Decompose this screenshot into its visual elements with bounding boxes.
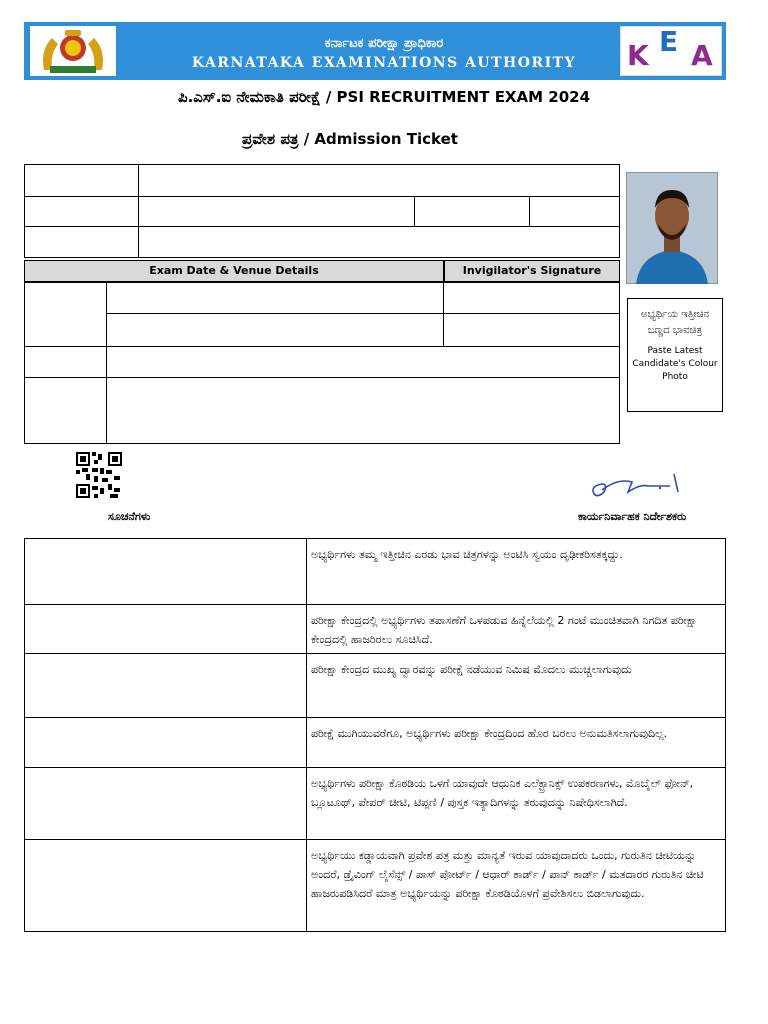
instruction-text: ಅಭ್ಯರ್ಥಿಗಳು ತಮ್ಮ ಇತ್ತೀಚಿನ ಎರಡು ಭಾವ ಚಿತ್ರಗಳನ್ನು ಅಂಟಿಸಿ ಸ್ವಯಂ ದೃಢೀಕರಿಸತಕ್ಕದ್ದು. — [311, 548, 623, 561]
org-name-english: KARNATAKA EXAMINATIONS AUTHORITY — [191, 55, 577, 71]
instruction-row — [25, 539, 725, 604]
instruction-text: ಅಭ್ಯರ್ಥಿಗಳು ಪರೀಕ್ಷಾ ಕೊಠಡಿಯ ಒಳಗೆ ಯಾವುದೇ ಆಧುನಿಕ ಎಲೆಕ್ಟ್ರಾನಿಕ್ಸ್ ಉಪಕರಣಗಳು, ಮೊಬೈಲ್ ಫೋನ್, ಬ್ಲೂಟೂಥ್, ಪೇಪರ್ ಚೀಟಿ, ಟಿಪ್ಪಣಿ / ಪುಸ್ತಕ ಇತ್ಯಾದಿಗಳನ್ನು ತರುವುದನ್ನು ನಿಷೇಧಿಸಲಾಗಿದೆ. — [311, 777, 694, 809]
kea-logo-letter-e: E — [659, 25, 679, 58]
divider — [24, 196, 620, 197]
divider — [24, 377, 620, 378]
photo-label-english: Paste Latest Candidate's Colour Photo — [632, 346, 718, 382]
exam-title: ಪಿ.ಎಸ್.ಐ ನೇಮಕಾತಿ ಪರೀಕ್ಷೆ / PSI RECRUITMENT EXAM 2024 — [177, 88, 591, 106]
director-signature — [588, 468, 688, 504]
executive-director-label: ಕಾರ್ಯನಿರ್ವಾಹಕ ನಿರ್ದೇಶಕರು — [578, 510, 687, 523]
divider — [529, 196, 530, 226]
instruction-blank-cell — [25, 840, 307, 931]
instructions-table — [24, 538, 726, 932]
candidate-photo — [626, 172, 718, 284]
qr-code-icon — [76, 452, 122, 498]
instruction-row — [25, 717, 725, 767]
karnataka-emblem-icon — [30, 26, 116, 76]
kea-logo-letter-a: A — [691, 39, 713, 72]
instruction-text: ಪರೀಕ್ಷೆ ಮುಗಿಯುವರೆಗೂ, ಅಭ್ಯರ್ಥಿಗಳು ಪರೀಕ್ಷಾ ಕೇಂದ್ರದಿಂದ ಹೊರ ಬರಲು ಅನುಮತಿಸಲಾಗುವುದಿಲ್ಲ. — [311, 727, 668, 740]
invigilator-signature-header: Invigilator's Signature — [444, 260, 620, 282]
instruction-blank-cell — [25, 768, 307, 839]
venue-details-table — [24, 282, 620, 444]
instruction-blank-cell — [25, 539, 307, 604]
divider — [414, 196, 415, 226]
divider — [106, 313, 620, 314]
divider — [443, 282, 444, 346]
kea-logo-letter-k: K — [627, 39, 649, 72]
instruction-text: ಪರೀಕ್ಷಾ ಕೇಂದ್ರದಲ್ಲಿ ಅಭ್ಯರ್ಥಿಗಳು ತಪಾಸಣೆಗೆ ಒಳಪಡುವ ಹಿನ್ನೆಲೆಯಲ್ಲಿ 2 ಗಂಟೆ ಮುಂಚಿತವಾಗಿ ನಿಗದಿತ ಪರೀಕ್ಷಾ ಕೇಂದ್ರದಲ್ಲಿ ಹಾಜರಿರಲು ಸೂಚಿಸಿದೆ. — [311, 614, 698, 646]
divider — [24, 346, 620, 347]
divider — [138, 164, 139, 258]
photo-instructions-box — [627, 298, 723, 412]
instruction-row — [25, 767, 725, 839]
instruction-text: ಪರೀಕ್ಷಾ ಕೇಂದ್ರದ ಮುಖ್ಯ ದ್ವಾರವನ್ನು ಪರೀಕ್ಷೆ ನಡೆಯುವ ನಿಮಿಷ ಮೊದಲು ಮುಚ್ಚಲಾಗುವುದು — [311, 663, 632, 676]
instruction-row — [25, 839, 725, 931]
instruction-row — [25, 653, 725, 717]
divider — [24, 226, 620, 227]
instruction-blank-cell — [25, 605, 307, 653]
instructions-label: ಸೂಚನೆಗಳು — [108, 510, 151, 523]
header-banner — [24, 22, 726, 80]
ticket-title: ಪ್ರವೇಶ ಪತ್ರ / Admission Ticket — [242, 130, 458, 148]
candidate-details-table — [24, 164, 620, 258]
instruction-text: ಅಭ್ಯರ್ಥಿಯು ಕಡ್ಡಾಯವಾಗಿ ಪ್ರವೇಶ ಪತ್ರ ಮತ್ತು ಮಾನ್ಯತೆ ಇರುವ ಯಾವುದಾದರು ಒಂದು, ಗುರುತಿನ ಚೀಟಿಯನ್ನು ಅಂದರೆ, ಡ್ರೈವಿಂಗ್ ಲೈಸೆನ್ಸ್ / ಪಾಸ್ ಪೋರ್ಟ್ / ಆಧಾರ್ ಕಾರ್ಡ್ / ಪಾನ್ ಕಾರ್ಡ್ / ಮತದಾರರ ಗುರುತಿನ ಚೀಟಿ ಹಾಜರುಪಡಿಸಿದರೆ ಮಾತ್ರ ಅಭ್ಯರ್ಥಿಯನ್ನು ಪರೀಕ್ಷಾ ಕೊಠಡಿಯೊಳಗೆ ಪ್ರವೇಶಿಸಲು ಬಿಡಲಾಗುವುದು. — [311, 849, 704, 900]
instruction-blank-cell — [25, 718, 307, 767]
divider — [106, 282, 107, 444]
instruction-row — [25, 604, 725, 653]
exam-date-venue-header: Exam Date & Venue Details — [24, 260, 444, 282]
org-name-kannada: ಕರ್ನಾಟಕ ಪರೀಕ್ಷಾ ಪ್ರಾಧಿಕಾರ — [324, 36, 444, 51]
instruction-blank-cell — [25, 654, 307, 717]
photo-label-kannada: ಅಭ್ಯರ್ಥಿಯ ಇತ್ತೀಚಿನ ಬಣ್ಣದ ಭಾವಚಿತ್ರ — [640, 309, 710, 336]
kea-logo — [620, 26, 722, 76]
